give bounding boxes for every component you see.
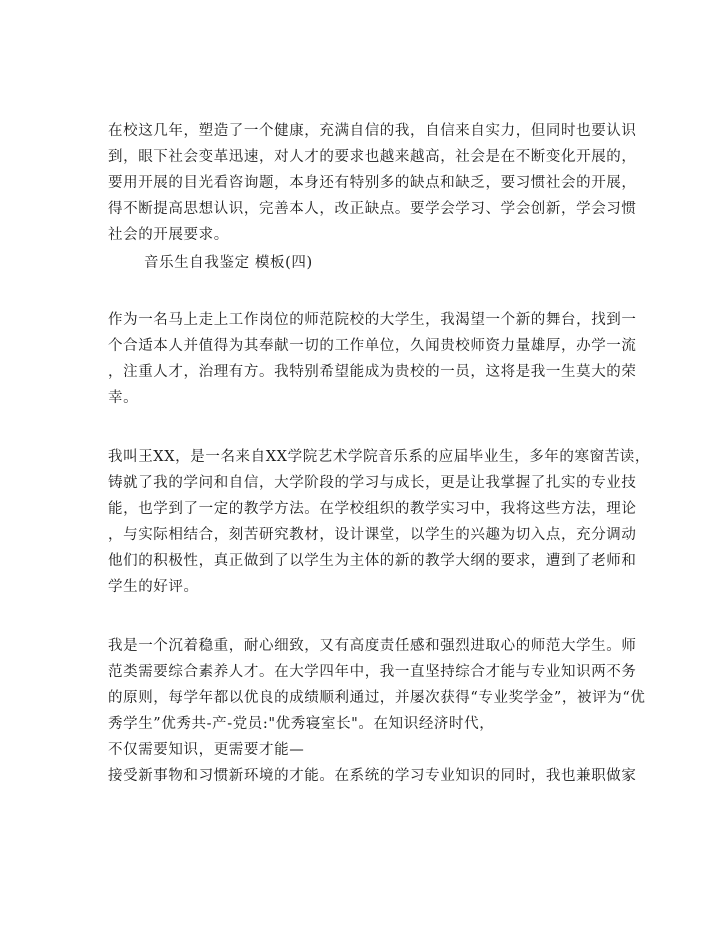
text-line: 的原则，每学年都以优良的成绩顺利通过，并屡次获得“专业奖学金”，被评为“优 xyxy=(108,690,646,706)
text-line: 社会的开展要求。 xyxy=(108,227,229,243)
text-line: 在校这几年，塑造了一个健康，充满自信的我，自信来自实力，但同时也要认识 xyxy=(108,123,637,139)
text-line: 我叫王XX，是一名来自XX学院艺术学院音乐系的应届毕业生，多年的寒窗苦读， xyxy=(108,449,650,465)
text-line: 他们的积极性，真正做到了以学生为主体的新的教学大纲的要求，遭到了老师和 xyxy=(108,553,637,569)
text-line: 不仅需要知识，更需要才能— xyxy=(108,742,305,758)
text-line: 得不断提高思想认识，完善本人，改正缺点。要学会学习、学会创新，学会习惯 xyxy=(108,201,637,217)
text-line: 作为一名马上走上工作岗位的师范院校的大学生，我渴望一个新的舞台，找到一 xyxy=(108,312,637,328)
text-line: 秀学生”优秀共-产-党员:"优秀寝室长"。在知识经济时代， xyxy=(108,716,495,732)
text-line: ，与实际相结合，刻苦研究教材，设计课堂，以学生的兴趣为切入点，充分调动 xyxy=(108,527,637,543)
text-line: ，注重人才，治理有方。我特别希望能成为贵校的一员，这将是我一生莫大的荣 xyxy=(108,364,637,380)
text-line: 接受新事物和习惯新环境的才能。在系统的学习专业知识的同时，我也兼职做家 xyxy=(108,768,637,784)
text-line: 学生的好评。 xyxy=(108,579,199,595)
text-line: 幸。 xyxy=(108,390,139,406)
text-line: 能，也学到了一定的教学方法。在学校组织的教学实习中，我将这些方法，理论 xyxy=(108,501,637,517)
text-line: 铸就了我的学问和自信，大学阶段的学习与成长，更是让我掌握了扎实的专业技 xyxy=(108,475,637,491)
section-heading: 音乐生自我鉴定 模板(四) xyxy=(144,255,313,271)
text-line: 要用开展的目光看咨询题，本身还有特别多的缺点和缺乏，要习惯社会的开展， xyxy=(108,175,637,191)
text-line: 范类需要综合素养人才。在大学四年中，我一直坚持综合才能与专业知识两不务 xyxy=(108,664,637,680)
text-line: 到，眼下社会变革迅速，对人才的要求也越来越高，社会是在不断变化开展的， xyxy=(108,149,637,165)
text-line: 我是一个沉着稳重，耐心细致，又有高度责任感和强烈进取心的师范大学生。师 xyxy=(108,638,637,654)
text-line: 个合适本人并值得为其奉献一切的工作单位，久闻贵校师资力量雄厚，办学一流 xyxy=(108,338,637,354)
